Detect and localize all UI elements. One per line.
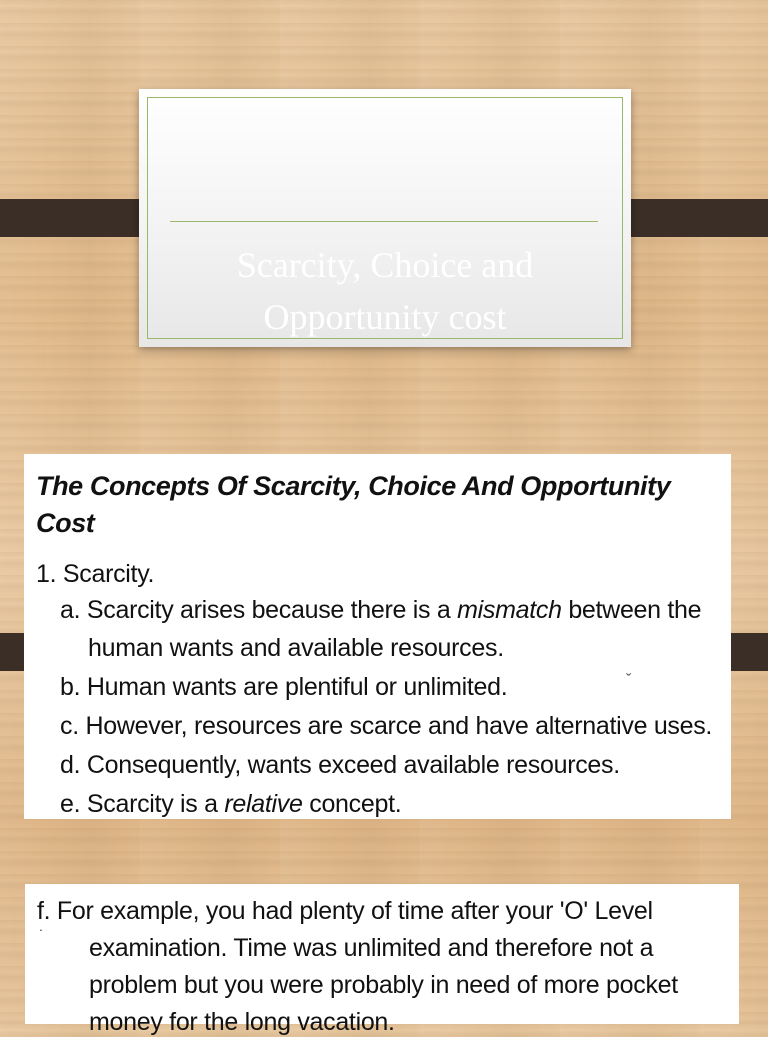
- item-a-post: between the: [561, 596, 702, 624]
- dark-band-left-top: [0, 199, 156, 237]
- title-divider: [170, 221, 598, 222]
- item-c: c. However, resources are scarce and have alternative uses.: [60, 712, 713, 740]
- item-e-post: concept.: [302, 790, 402, 818]
- scan-speck: ˇ: [626, 672, 632, 689]
- scan-speck-2: ˙: [39, 928, 45, 945]
- slide-title-line-2: Opportunity cost: [263, 297, 507, 337]
- dark-band-right-middle: [730, 633, 768, 671]
- item-b: b. Human wants are plentiful or unlimited.: [60, 673, 508, 701]
- item-f-line-4: money for the long vacation.: [89, 1008, 395, 1036]
- scan-heading-line-1: The Concepts Of Scarcity, Choice And Opportunity: [36, 471, 671, 501]
- item-a: [60, 595, 701, 625]
- slide-title-line-1: Scarcity, Choice and: [236, 245, 534, 285]
- item-e: [60, 789, 401, 819]
- title-slide-card: [139, 89, 631, 347]
- item-a-em: mismatch: [457, 596, 562, 624]
- item-e-em: relative: [224, 790, 303, 818]
- scanned-page-scarcity: [24, 454, 731, 819]
- item-a-continued: human wants and available resources.: [88, 634, 504, 662]
- scanned-page-example: [25, 884, 739, 1036]
- item-f-line-1: f. For example, you had plenty of time after your 'O' Level: [37, 897, 653, 925]
- item-f-line-3: problem but you were probably in need of more pocket: [89, 971, 678, 999]
- item-d: d. Consequently, wants exceed available resources.: [60, 751, 620, 779]
- item-a-pre: a. Scarcity arises because there is a: [60, 596, 458, 624]
- scan-heading-line-2: Cost: [36, 508, 95, 538]
- slide-title: [139, 239, 631, 343]
- item-f-line-2: examination. Time was unlimited and therefore not a: [89, 934, 654, 962]
- item-1-scarcity: 1. Scarcity.: [36, 560, 155, 588]
- dark-band-left-middle: [0, 633, 24, 671]
- item-e-pre: e. Scarcity is a: [60, 790, 225, 818]
- dark-band-right-top: [613, 199, 768, 237]
- scan-heading: [36, 468, 727, 542]
